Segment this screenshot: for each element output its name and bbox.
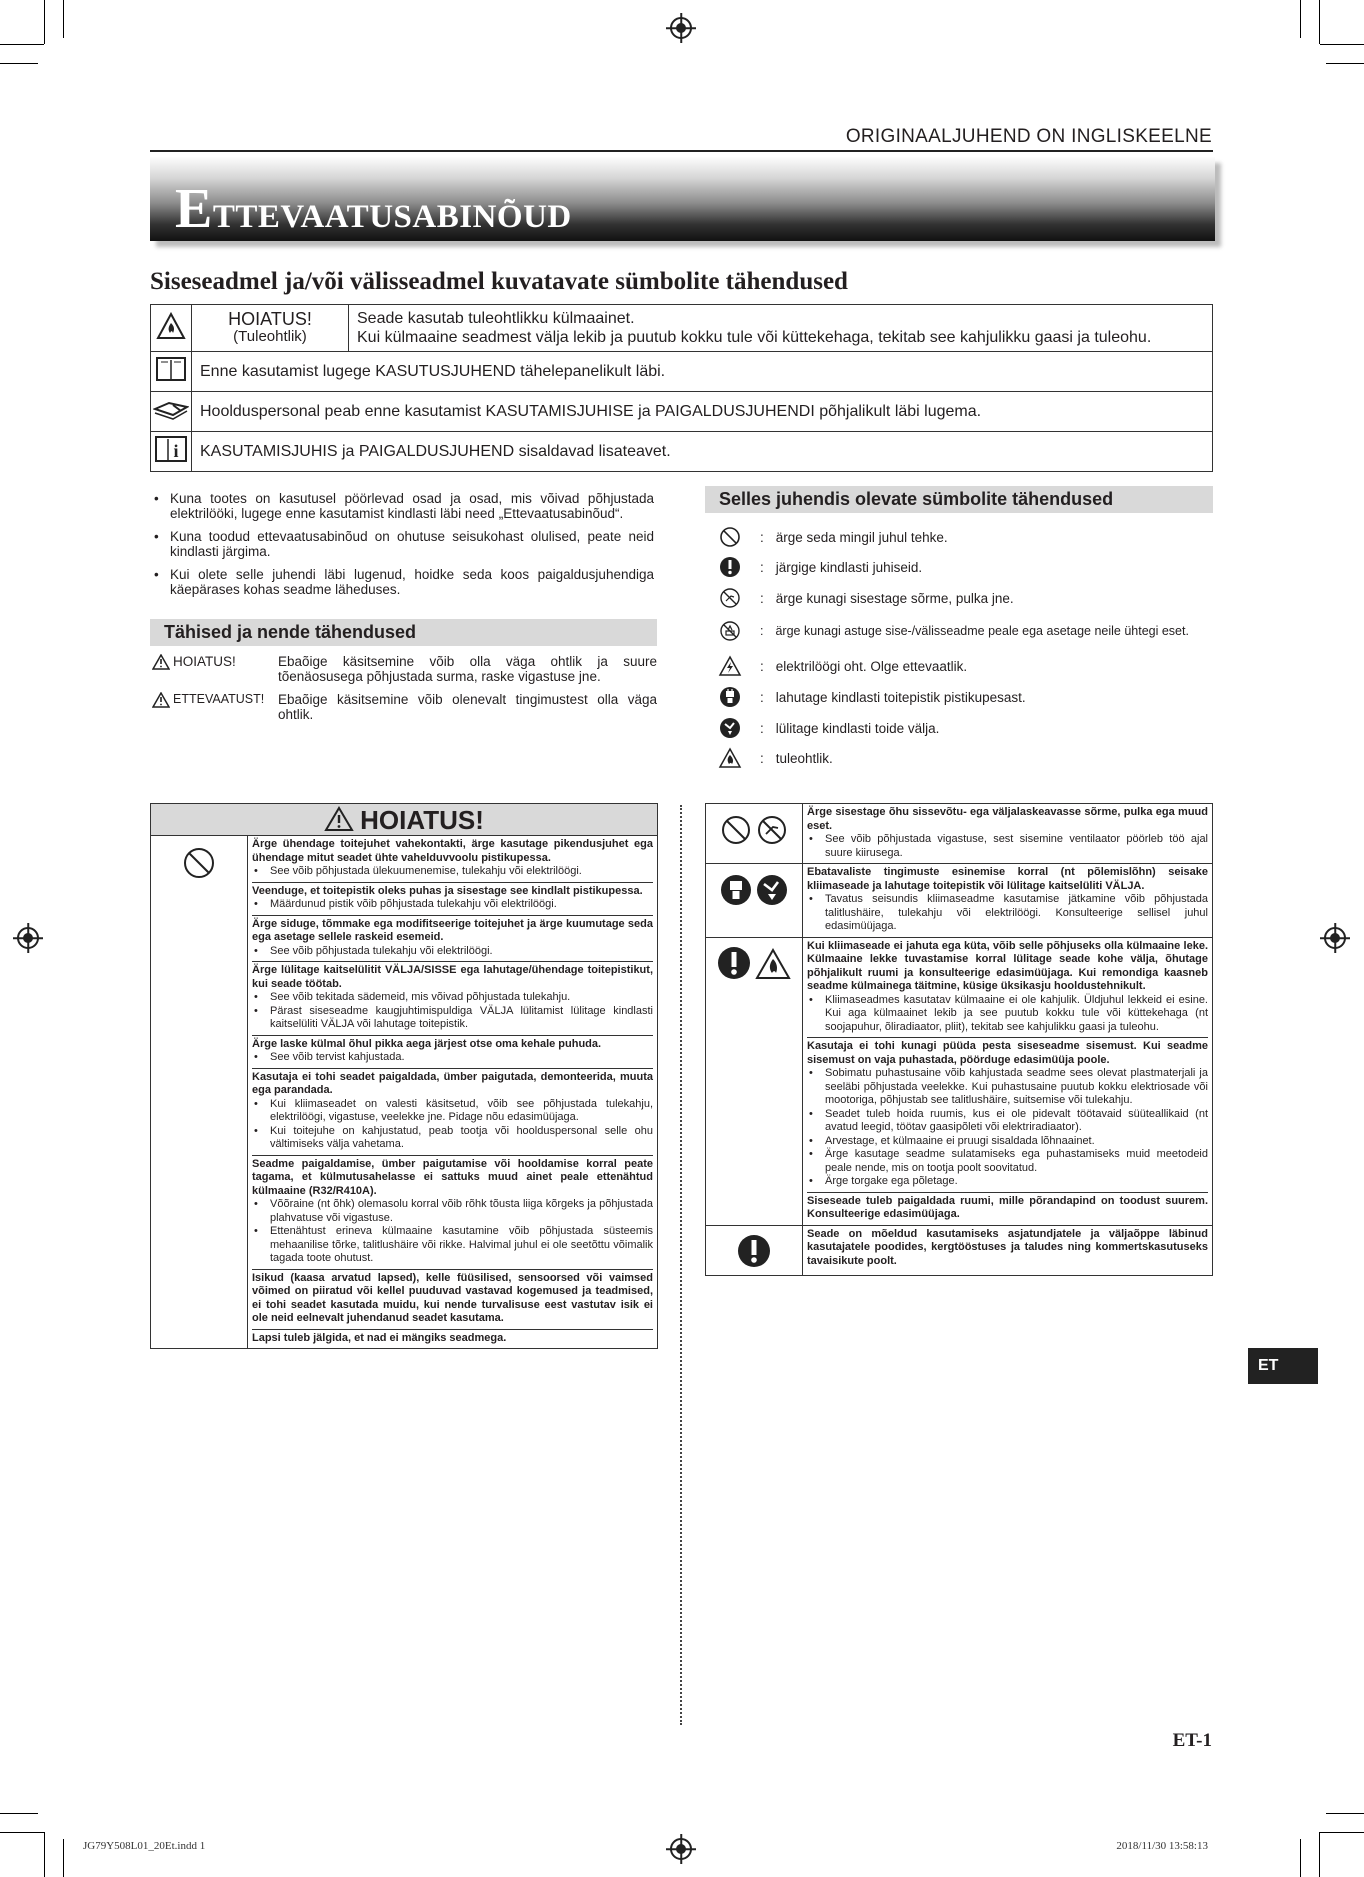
warning-item: Kasutaja ei tohi seadet paigaldada, ümber paigutada, demonteerida, muuta ega parandada. • Kui kliimaseadet on valesti käsitsetud, võib see põhjustada tulekahju, elektrilöögi, vigastuse, veelekke jne. Pidage nõu edasimüüjaga. • Kui toitejuhe on kahjustatud, peab tootja või hoolduspersonal selle ohu vältimiseks välja vahetama.: [252, 1069, 653, 1156]
crop-mark: [0, 63, 38, 64]
crop-mark: [1300, 1839, 1301, 1877]
warning-item: Ebatavaliste tingimuste esinemise korral (nt põlemislõhn) seisake kliimaseade ja lahutage toitepistik või lülitage kaitselüliti VÄLJA. • Tavatus seisundis kliimaseadme kasutamise jätkamine võib põhjustada talitlushäire, tulekahju või elektrilöögi. Konsulteerige sellisel juhul edasimüüjaga.: [807, 864, 1208, 937]
warning-item: Isikud (kaasa arvatud lapsed), kelle füüsilised, sensoorsed või vaimsed võimed on piiratud või kellel puuduvad vastavad kogemused ja teadmised, ei tohi seadet kasutada muidu, kui nende turvalisuse eest vastutav isik ei ole neid eelnevalt juhendanud seadet kasutama.: [252, 1270, 653, 1330]
level-description: Ebaõige käsitsemine võib olenevalt tingimustest olla väga ohtlik.: [278, 692, 657, 722]
warning-item: Ärge ühendage toitejuhet vahekontakti, ärge kasutage pikendusjuhet ega ühendage mitut seadet ühte vahelduvvoolu pistikupessa. • See võib põhjustada ülekuumenemise, tulekahju või elektrilöögi.: [252, 836, 653, 883]
table-row: [151, 432, 1213, 472]
symbol-meaning: lülitage kindlasti toide välja.: [775, 720, 940, 736]
warning-triangle-icon: [324, 806, 354, 832]
crop-mark: [1300, 0, 1301, 38]
symbol-row: : elektrilöögi oht. Olge ettevaatlik.: [716, 654, 967, 678]
symbol-meaning: tuleohtlik.: [775, 750, 833, 766]
crop-mark: [0, 1813, 38, 1814]
symbol-row: : järgige kindlasti juhiseid.: [716, 555, 922, 579]
warning-table-header: [151, 804, 658, 836]
hoiatus-label: HOIATUS!: [228, 309, 312, 329]
symbol-meaning: elektrilöögi oht. Olge ettevaatlik.: [775, 658, 968, 674]
flammable-text-2: Kui külmaaine seadmest välja lekib ja puutub kokku tule või küttekehaga, tekitab see kahjulikku gaasi ja tuleohu.: [357, 329, 1152, 346]
service-manual-text: Hoolduspersonal peab enne kasutamist KASUTAMISJUHISE ja PAIGALDUSJUHENDI põhjalikult läbi lugema.: [192, 392, 1213, 432]
table-row: [706, 864, 1213, 938]
warning-item: Ärge lülitage kaitselülitit VÄLJA/SISSE ega lahutage/ühendage toitepistikut, kui seade töötab. • See võib tekitada sädemeid, mis võivad põhjustada tulekahju. • Pärast siseseadme kaugjuhtimispuldiga VÄLJA lülitamist lülitage kindlasti kaitselüliti VÄLJA või lahutage toitepistik.: [252, 962, 653, 1036]
symbol-meaning: ärge kunagi sisestage sõrme, pulka jne.: [775, 590, 1014, 606]
icon-cell: [706, 864, 803, 938]
hoiatus-sublabel: (Tuleohtlik): [233, 328, 307, 345]
symbol-meaning: ärge seda mingil juhul tehke.: [775, 529, 948, 545]
warning-items: [248, 836, 658, 1349]
registration-mark-icon: [1324, 927, 1346, 949]
additional-info-text: KASUTAMISJUHIS ja PAIGALDUSJUHEND sisaldavad lisateavet.: [192, 432, 1213, 472]
table-row: [151, 392, 1213, 432]
warning-triangle-icon: [152, 654, 170, 670]
ettevaatust-level-label: [152, 692, 278, 722]
unplug-icon: [719, 686, 741, 708]
registration-mark-icon: [670, 17, 692, 39]
symbol-row: : lahutage kindlasti toitepistik pistikupesast.: [716, 685, 1026, 709]
crop-mark: [1319, 1832, 1320, 1877]
symbol-meaning: ärge kunagi astuge sise-/välisseadme peale ega asetage neile ühtegi eset.: [775, 624, 1189, 638]
device-symbols-table: [150, 304, 1213, 472]
page-number: ET-1: [1172, 1730, 1212, 1751]
unplug-icon: [720, 874, 752, 906]
hoiatus-level-label: [152, 654, 278, 684]
warning-item: Seade on mõeldud kasutamiseks asjatundjatele ja väljaõppe läbinud kasutajatele poodides, kergtööstuses ja taludes ning kommertskasutuseks tavaisikute poolt.: [807, 1227, 1208, 1267]
table-row: [706, 937, 1213, 1225]
table-row: [151, 836, 658, 1349]
crop-mark: [44, 0, 45, 44]
crop-mark: [1320, 44, 1364, 45]
footer-file: JG79Y508L01_20Et.indd 1: [83, 1840, 206, 1852]
warning-item: Veenduge, et toitepistik oleks puhas ja sisestage see kindlalt pistikupessa. • Määrdunud pistik võib põhjustada tulekahju või elektrilöögi.: [252, 883, 653, 916]
warning-item: Kui kliimaseade ei jahuta ega küta, võib selle põhjuseks olla külmaaine leke. Külmaaine lekke tuvastamise korral lülitage seade kohe välja, õhutage põhjalikult ruumi ja konsulteerige edasimüüjaga. Kui remondiga kaasneb seadme külmainega täitmine, küsige üksikasju hooldustehnikult. • Kliimaseadmes kasutatav külmaaine ei ole kahjulik. Üldjuhul lekkeid ei esine. Kui aga külmaainet lekib ja see puutub kokku tule või küttekehaga (nt soojapuhur, õliradiaator, pliit), tekitab see kahjulikku gaasi ja tuleohu.: [807, 938, 1208, 1039]
icon-cell: [706, 804, 803, 864]
warning-items: [803, 864, 1213, 938]
mandatory-icon: [717, 946, 751, 980]
caution-level-row: [152, 692, 657, 722]
intro-bullet-list: [152, 491, 654, 605]
no-step-icon: [719, 620, 741, 642]
header-subtitle: ORIGINAALJUHEND ON INGLISKEELNE: [845, 126, 1212, 147]
fire-warning-icon: [151, 305, 192, 352]
svg-text:i: i: [173, 441, 179, 461]
crop-mark: [44, 1832, 45, 1877]
crop-mark: [63, 1839, 64, 1877]
warning-item: Lapsi tuleb jälgida, et nad ei mängiks seadmega.: [252, 1331, 507, 1344]
prohibited-icon: [182, 846, 216, 880]
symbol-row: : ärge kunagi sisestage sõrme, pulka jne.: [716, 586, 1014, 610]
table-row: [151, 804, 658, 836]
list-item: • Kui olete selle juhendi läbi lugenud, hoidke seda koos paigaldusjuhendiga käepärases kohas seadme läheduses.: [152, 567, 654, 597]
warning-title: HOIATUS!: [360, 805, 484, 835]
crop-mark: [1320, 1832, 1364, 1833]
warning-item: Ärge sisestage õhu sissevõtu- ega väljalaskeavasse sõrme, pulka ega muud eset. • See võib põhjustada vigastuse, sest sisemine ventilaator pöörleb töö ajal suure kiirusega.: [807, 804, 1208, 863]
warning-item: Seadme paigaldamise, ümber paigutamise või hooldamise korral peate tagama, et külmutusahelasse ei sattuks muud ainet peale ettenähtud külmaaine (R32/R410A). • Võõraine (nt õhk) olemasolu korral võib rõhk tõusta liiga kõrgeks ja põhjustada plahvatuse või vigastuse. • Ettenähtust erineva külmaaine kasutamine võib põhjustada süsteemis mehaanilise tõrke, talitlushäire või rikke. Halvimal juhul ei ole seetõttu võimalik tagada toote ohutust.: [252, 1156, 653, 1270]
level-label: ETTEVAATUST!: [173, 692, 265, 706]
warning-item: Kasutaja ei tohi kunagi püüda pesta siseseadme sisemust. Kui seadme sisemust on vaja puhastada, pöörduge edasimüüja poole. • Sobimatu puhastusaine võib kahjustada seadme sees olevat plastmaterjali ja seeläbi põhjustada veelekke. Kui puhastusaine puutub kokku elektriosade või mootoriga, põhjustab see talitlushäire, suitsemise või tulekahju. • Seadet tuleb hoida ruumis, kus ei ole pidevalt töötavaid süüteallikaid (nt avatud leegid, töötav gaasipõleti või elektriradiaator). • Arvestage, et külmaaine ei pruugi sisaldada lõhnaainet. • Ärge kasutage seadme sulatamiseks ega puhastamiseks muid meetodeid peale nende, mis on tootja poolt soovitatud. • Ärge torgake ega põletage.: [807, 1038, 1208, 1193]
table-row: [706, 1225, 1213, 1276]
list-item: • Kuna tootes on kasutusel pöörlevad osad ja osad, mis võivad põhjustada elektrilööki, lugege enne kasutamist kindlasti läbi need „Ettevaatusabinõud“.: [152, 491, 654, 521]
flammable-icon: [755, 948, 791, 980]
prohibited-icon: [719, 526, 741, 548]
title-banner: [150, 157, 1215, 241]
warning-item: Siseseade tuleb paigaldada ruumi, mille põrandapind on toodust suurem. Konsulteerige edasimüüjaga.: [807, 1194, 1208, 1220]
icon-cell: [706, 937, 803, 1225]
flammable-icon: [718, 747, 742, 769]
mandatory-icon: [719, 556, 741, 578]
table-row: [151, 305, 1213, 352]
power-off-icon: [719, 717, 741, 739]
footer-timestamp: 2018/11/30 13:58:13: [1116, 1840, 1208, 1852]
symbol-row: : lülitage kindlasti toide välja.: [716, 716, 939, 740]
level-description: Ebaõige käsitsemine võib olla väga ohtlik ja suure tõenäosusega põhjustada surma, raske vigastuse jne.: [278, 654, 657, 684]
header-rule: [150, 150, 1213, 152]
icon-cell: [151, 836, 248, 1349]
symbol-row: : ärge kunagi astuge sise-/välisseadme peale ega asetage neile ühtegi eset.: [716, 619, 1189, 643]
warning-table-left: [150, 803, 658, 1349]
symbols-section-title: Siseseadmel ja/või välisseadmel kuvatavate sümbolite tähendused: [150, 268, 848, 295]
book-icon: [151, 352, 192, 392]
warning-item: Ärge siduge, tõmmake ega modifitseerige toitejuhet ja ärge kuumutage seda ega asetage sellele raskeid esemeid. • See võib põhjustada tulekahju või elektrilöögi.: [252, 916, 653, 963]
list-item: • Kuna toodud ettevaatusabinõud on ohutuse seisukohast olulised, peate neid kindlasti järgima.: [152, 529, 654, 559]
level-label: HOIATUS!: [173, 654, 236, 669]
crop-mark: [0, 44, 44, 45]
registration-mark-icon: [670, 1838, 692, 1860]
crop-mark: [1326, 1813, 1364, 1814]
no-finger-insert-icon: [756, 814, 788, 846]
warning-item: Ärge laske külmal õhul pikka aega järjest otse oma kehale puhuda. • See võib tervist kahjustada.: [252, 1036, 653, 1069]
warning-items: [803, 1225, 1213, 1276]
electric-shock-icon: [718, 655, 742, 677]
symbol-meaning: järgige kindlasti juhiseid.: [775, 559, 923, 575]
read-manual-text: Enne kasutamist lugege KASUTUSJUHEND tähelepanelikult läbi.: [192, 352, 1213, 392]
crop-mark: [1326, 63, 1364, 64]
caution-triangle-icon: [152, 692, 170, 708]
registration-mark-icon: [17, 927, 39, 949]
warning-items: [803, 804, 1213, 864]
no-finger-insert-icon: [719, 587, 741, 609]
hoiatus-label-cell: [192, 305, 349, 352]
symbol-meaning: lahutage kindlasti toitepistik pistikupesast.: [775, 689, 1026, 705]
page-title: ETTEVAATUSABINÕUD: [175, 178, 572, 240]
flammable-description: [349, 305, 1213, 352]
crop-mark: [0, 1832, 44, 1833]
info-manual-icon: [151, 432, 192, 472]
icon-cell: [706, 1225, 803, 1276]
symbol-row: : ärge seda mingil juhul tehke.: [716, 525, 948, 549]
manual-symbols-title: Selles juhendis olevate sümbolite tähendused: [705, 486, 1213, 513]
crop-mark: [1319, 0, 1320, 44]
table-row: [706, 804, 1213, 864]
service-manual-icon: [151, 392, 192, 432]
warning-level-row: [152, 654, 657, 684]
crop-mark: [63, 0, 64, 38]
power-off-icon: [756, 874, 788, 906]
warning-items: [803, 937, 1213, 1225]
flammable-text-1: Seade kasutab tuleohtlikku külmaainet.: [357, 310, 635, 327]
table-row: [151, 352, 1213, 392]
mandatory-icon: [737, 1234, 771, 1268]
warning-table-right: [705, 803, 1213, 1276]
language-tab: ET: [1248, 1348, 1318, 1384]
symbol-row: : tuleohtlik.: [716, 746, 833, 770]
levels-section-title: Tähised ja nende tähendused: [150, 619, 657, 646]
column-divider: [680, 805, 682, 1725]
prohibited-icon: [720, 814, 752, 846]
